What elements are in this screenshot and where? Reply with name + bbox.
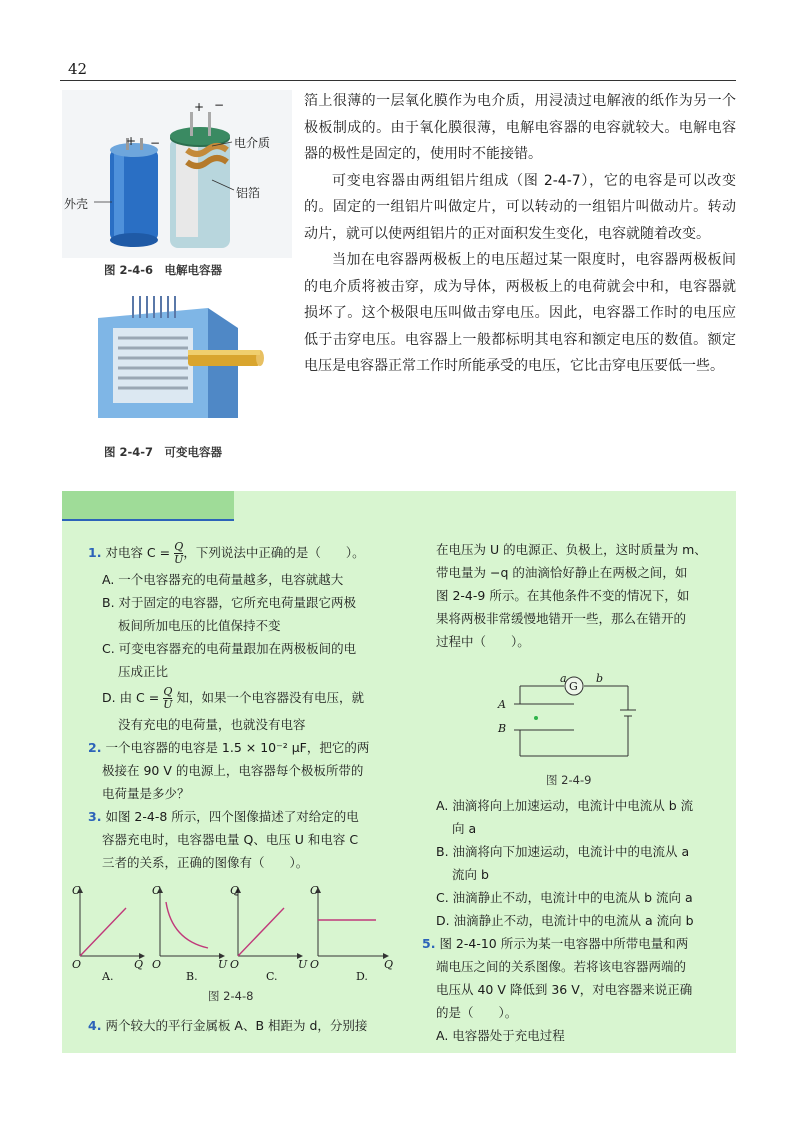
question-1-option-b-cont: 板间所加电压的比值保持不变 [118, 618, 281, 633]
graph-b-x-label: U [218, 958, 228, 971]
figure-caption-2-4-6: 图 2-4-6 电解电容器 [104, 263, 223, 277]
question-4-option-c: C. 油滴静止不动，电流计中的电流从 b 流向 a [436, 890, 693, 905]
graph-b [160, 890, 222, 956]
label-foil: 铝箔 [236, 186, 261, 200]
question-5-line-2: 端电压之间的关系图像。若将该电容器两端的 [436, 959, 687, 974]
graph-d [318, 890, 386, 956]
question-1-option-c-cont: 压成正比 [118, 664, 169, 679]
question-5-option-a: A. 电容器处于充电过程 [436, 1028, 565, 1043]
graph-c-origin: O [230, 958, 240, 971]
question-4-option-a-cont: 向 a [452, 821, 477, 836]
graph-c-x-label: U [298, 958, 308, 971]
figure-variable-capacitor [88, 288, 270, 428]
question-1-option-d: D. 由 C = $\frac{Q}{U}$ 知，如果一个电容器没有电压，就 [102, 685, 364, 711]
electrolytic-capacitor-illustration [62, 90, 292, 258]
paragraph-variable: 可变电容器由两组铝片组成（图 2-4-7），它的电容是可以改变的。固定的一组铝片叫做定片，可以转动的一组铝片叫做动片。转动动片，就可以使两组铝片的正对面积发生变化，电容就随着改变。 [304, 172, 736, 242]
figure-caption-2-4-8: 图 2-4-8 [208, 989, 254, 1003]
graph-c-y-label: Q [230, 884, 240, 897]
label-dielectric: 电介质 [234, 136, 271, 150]
exercise-tab [62, 491, 234, 519]
exercise-tab-underline [62, 519, 234, 521]
question-4-line-4: 图 2-4-9 所示。在其他条件不变的情况下，如 [436, 588, 690, 603]
graph-d-x-label: Q [384, 958, 394, 971]
question-4-line-3: 带电量为 −q 的油滴恰好静止在两极之间，如 [436, 565, 688, 580]
plate-label-a: A [498, 698, 506, 711]
page-number: 42 [68, 60, 88, 78]
question-5-line-3: 电压从 40 V 降低到 36 V，对电容器来说正确 [436, 982, 693, 997]
minus-sign: − [150, 136, 161, 150]
graph-d-origin: O [310, 958, 320, 971]
graph-a-origin: O [72, 958, 82, 971]
question-2-line-3: 电荷量是多少？ [102, 786, 190, 801]
graph-b-y-label: C [152, 884, 161, 897]
figure-caption-2-4-7: 图 2-4-7 可变电容器 [104, 445, 223, 459]
fraction-q-over-u: $\frac{Q}{U}$ [174, 540, 184, 566]
question-4-option-b-cont: 流向 b [452, 867, 489, 882]
galvanometer-label: G [569, 680, 578, 693]
graph-a-label: A. [102, 970, 114, 983]
plus-sign: + [126, 134, 137, 148]
question-1-option-b: B. 对于固定的电容器，它所充电荷量跟它两极 [102, 595, 357, 610]
question-3-line-1: 3. 如图 2-4-8 所示，四个图像描述了对给定的电 [88, 809, 359, 824]
circuit-diagram [490, 670, 640, 770]
question-4-options [422, 794, 722, 1047]
question-2-line-2: 极接在 90 V 的电源上，电容器每个极板所带的 [102, 763, 364, 778]
graph-a-y-label: C [72, 884, 81, 897]
graph-a-x-label: Q [134, 958, 144, 971]
graph-c-label: C. [266, 970, 278, 983]
question-2-line-1: 2. 一个电容器的电容是 1.5 × 10⁻² μF，把它的两 [88, 740, 370, 755]
paragraph-electrolytic: 箔上很薄的一层氧化膜作为电介质，用浸渍过电解液的纸作为另一个极板制成的。由于氧化膜很薄，电解电容器的电容就较大。电解电容器的极性是固定的，使用时不能接错。 [304, 93, 736, 162]
question-4-line-1: 4. 两个较大的平行金属板 A、B 相距为 d，分别接 [88, 1018, 368, 1033]
paragraph-breakdown: 当加在电容器两极板上的电压超过某一限度时，电容器两极板间的电介质将被击穿，成为导体，两极板上的电荷就会中和，电容器就损坏了。这个极限电压叫做击穿电压。因此，电容器工作时的电压应低于击穿电压。电容器上一般都标明其电容和额定电压的数值。额定电压是电容器正常工作时所能承受的电压，它比击穿电压要低一些。 [304, 252, 736, 374]
body-text-column [304, 88, 736, 380]
question-1-option-d-cont: 没有充电的电荷量，也就没有电容 [118, 717, 306, 732]
circuit-label-a: a [560, 672, 567, 685]
question-3-line-2: 容器充电时，电容器电量 Q、电压 U 和电容 C [102, 832, 359, 847]
label-shell: 外壳 [64, 197, 89, 211]
figure-caption-2-4-9: 图 2-4-9 [546, 773, 592, 787]
variable-capacitor-illustration [88, 288, 270, 428]
minus-sign-open: − [214, 98, 225, 112]
header-rule [60, 80, 736, 81]
graph-b-label: B. [186, 970, 198, 983]
question-3-line-3: 三者的关系，正确的图像有（ ）。 [102, 855, 309, 870]
plate-label-b: B [498, 722, 507, 735]
exercise-left-column [88, 538, 398, 874]
graph-d-y-label: C [310, 884, 319, 897]
plus-sign-open: + [194, 100, 205, 114]
question-4-line-6: 过程中（ ）。 [436, 634, 530, 649]
question-5-line-4: 的是（ ）。 [436, 1005, 518, 1020]
question-4-option-d: D. 油滴静止不动，电流计中的电流从 a 流向 b [436, 913, 694, 928]
graph-d-label: D. [356, 970, 368, 983]
question-1-stem: 1. 对电容 C = $\frac{Q}{U}$ ，下列说法中正确的是（ ）。 [88, 540, 365, 566]
figure-electrolytic-capacitor [62, 90, 292, 258]
graph-b-origin: O [152, 958, 162, 971]
graph-c [238, 890, 300, 956]
question-5-line-1: 5. 图 2-4-10 所示为某一电容器中所带电量和两 [422, 936, 689, 951]
question-4-option-a: A. 油滴将向上加速运动，电流计中电流从 b 流 [436, 798, 694, 813]
question-4-option-b: B. 油滴将向下加速运动，电流计中的电流从 a [436, 844, 690, 859]
question-4-line-5: 果将两极非常缓慢地错开一些，那么在错开的 [436, 611, 687, 626]
question-1-option-c: C. 可变电容器充的电荷量跟加在两极板间的电 [102, 641, 357, 656]
exercise-right-column [422, 538, 722, 653]
graph-a [80, 890, 142, 956]
circuit-label-b: b [596, 672, 604, 685]
question-1-option-a: A. 一个电容器充的电荷量越多，电容就越大 [102, 572, 344, 587]
question-4-line-2: 在电压为 U 的电源正、负极上，这时质量为 m、 [436, 542, 707, 557]
fraction-q-over-u-d: $\frac{Q}{U}$ [163, 685, 173, 711]
